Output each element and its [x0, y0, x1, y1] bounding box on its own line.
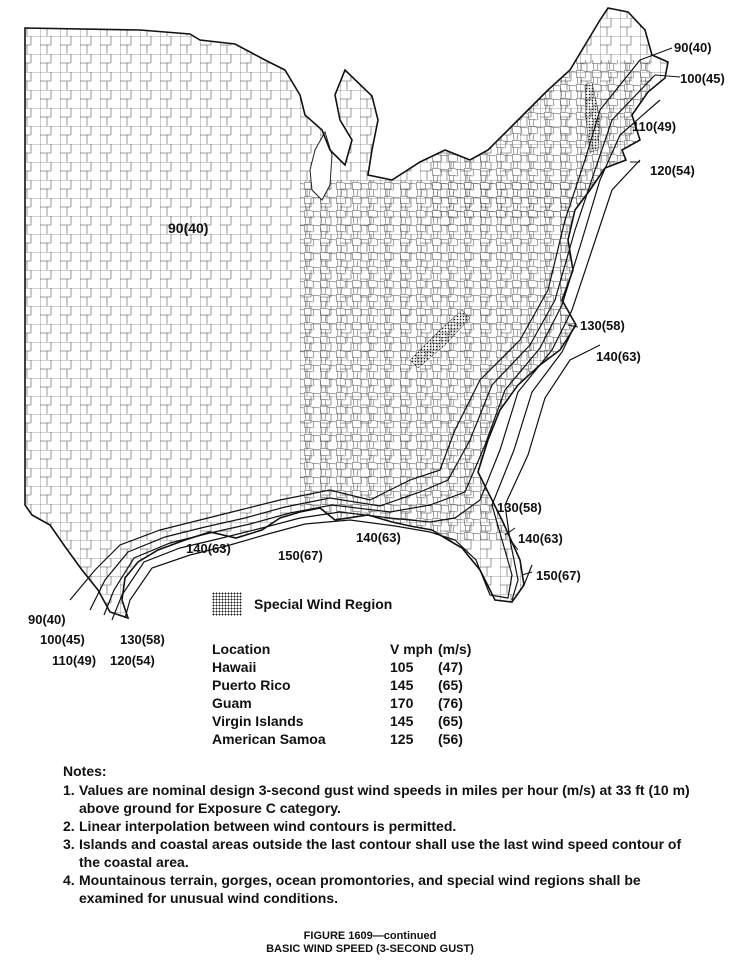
- contour-label-gulf-140a: 140(63): [186, 541, 231, 556]
- column-header-ms: (m/s): [438, 641, 472, 657]
- contour-label-tx-90: 90(40): [28, 612, 66, 627]
- location-cell: Puerto Rico: [212, 677, 291, 693]
- location-cell: American Samoa: [212, 731, 326, 747]
- vmph-cell: 105: [390, 659, 414, 675]
- figure-number: FIGURE 1609—continued: [303, 930, 437, 942]
- contour-label-ne-90: 90(40): [674, 40, 712, 55]
- table-row: [212, 694, 512, 712]
- column-header-location: Location: [212, 641, 271, 657]
- table-row: [212, 676, 512, 694]
- contour-label-ne-100: 100(45): [680, 71, 725, 86]
- contour-label-gulf-150: 150(67): [278, 548, 323, 563]
- location-wind-table: [212, 640, 512, 748]
- notes-section: [63, 762, 693, 907]
- note-item: [63, 835, 693, 871]
- note-item: [63, 871, 693, 907]
- contour-150: [524, 565, 532, 585]
- contour-label-fl-150: 150(67): [536, 568, 581, 583]
- notes-heading: Notes:: [63, 763, 107, 779]
- note-text: Islands and coastal areas outside the last contour shall use the last wind speed contour of the coastal area.: [79, 836, 682, 870]
- ms-cell: (76): [438, 695, 463, 711]
- contour-label-tx-130: 130(58): [120, 632, 165, 647]
- map-legend: [212, 592, 472, 616]
- ms-cell: (65): [438, 713, 463, 729]
- ms-cell: (56): [438, 731, 463, 747]
- contour-label-ne-120: 120(54): [650, 163, 695, 178]
- location-cell: Guam: [212, 695, 252, 711]
- vmph-cell: 145: [390, 713, 414, 729]
- vmph-cell: 145: [390, 677, 414, 693]
- location-cell: Hawaii: [212, 659, 257, 675]
- figure-title: BASIC WIND SPEED (3-SECOND GUST): [266, 943, 474, 955]
- table-row: [212, 658, 512, 676]
- vmph-cell: 125: [390, 731, 414, 747]
- note-number: 3.: [63, 836, 75, 852]
- contour-label-fl-140: 140(63): [518, 531, 563, 546]
- note-item: [63, 817, 693, 835]
- table-row: [212, 730, 512, 748]
- note-item: [63, 781, 693, 817]
- contour-label-se-130: 130(58): [580, 318, 625, 333]
- note-text: Values are nominal design 3-second gust wind speeds in miles per hour (m/s) at 33 ft (10 m) above ground for Exposure C category.: [79, 782, 690, 816]
- contour-label-tx-120: 120(54): [110, 653, 155, 668]
- contour-label-tx-100: 100(45): [40, 632, 85, 647]
- contour-label-ne-110: 110(49): [632, 119, 677, 134]
- note-number: 2.: [63, 818, 75, 834]
- figure-caption: [0, 930, 740, 956]
- ms-cell: (65): [438, 677, 463, 693]
- note-number: 1.: [63, 782, 75, 798]
- table-header-row: [212, 640, 512, 658]
- table-row: [212, 712, 512, 730]
- contour-label-fl-130: 130(58): [497, 500, 542, 515]
- ms-cell: (47): [438, 659, 463, 675]
- interior-wind-label: 90(40): [168, 220, 209, 236]
- note-number: 4.: [63, 872, 75, 888]
- special-wind-region-label: Special Wind Region: [254, 596, 393, 612]
- contour-label-tx-110: 110(49): [52, 653, 97, 668]
- note-text: Linear interpolation between wind contours is permitted.: [79, 818, 457, 834]
- column-header-vmph: V mph: [390, 641, 433, 657]
- note-text: Mountainous terrain, gorges, ocean promontories, and special wind regions shall be examined for unusual wind conditions.: [79, 872, 641, 906]
- contour-label-se-140: 140(63): [596, 349, 641, 364]
- contour-label-gulf-140b: 140(63): [356, 530, 401, 545]
- special-wind-region-swatch: [212, 592, 242, 616]
- vmph-cell: 170: [390, 695, 414, 711]
- location-cell: Virgin Islands: [212, 713, 304, 729]
